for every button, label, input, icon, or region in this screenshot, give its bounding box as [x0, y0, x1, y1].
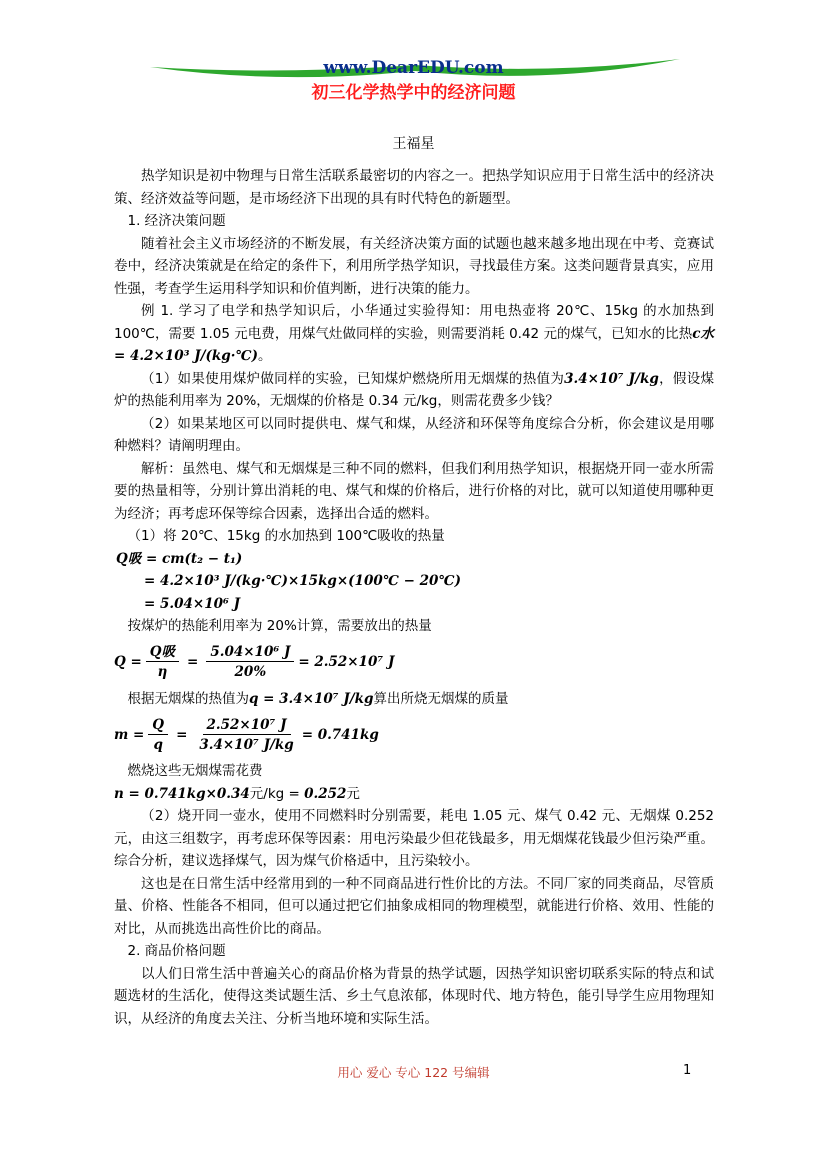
equation3-den2: 3.4×10⁷ J/kg [199, 736, 294, 753]
equation4-lhs: n = 0.741kg×0.34 [114, 785, 250, 802]
example1-text: 例 1. 学习了电学和热学知识后，小华通过实验得知：用电热壶将 20℃、15kg 的水加热到 100℃，需要 1.05 元电费，用煤气灶做同样的实验，则需要消耗 0.42 元的煤气，已知水的比热 [114, 303, 714, 342]
example1-paragraph [114, 300, 714, 368]
equation3-rhs: = 0.741kg [301, 726, 379, 743]
equation2-fraction2 [206, 643, 294, 682]
intro-paragraph: 热学知识是初中物理与日常生活联系最密切的内容之一。把热学知识应用于日常生活中的经济决策、经济效益等问题，是市场经济下出现的具有时代特色的新题型。 [114, 168, 714, 207]
section2-paragraph: 以人们日常生活中普遍关心的商品价格为背景的热学试题，因热学知识密切联系实际的特点和试题选材的生活化，使得这类试题生活、乡土气息浓郁，体现时代、地方特色，能引导学生应用物理知识，从经济的角度去关注、分析当地环境和实际生活。 [114, 965, 714, 1027]
equation2-den1: η [157, 664, 168, 680]
section-heading-2: 2. 商品价格问题 [127, 943, 226, 959]
step3-text-a: 根据无烟煤的热值为 [127, 690, 249, 707]
equation4-result: 0.252 [304, 785, 347, 802]
question1-paragraph [114, 368, 714, 413]
question1-text-a: （1）如果使用煤炉做同样的实验，已知煤炉燃烧所用无烟煤的热值为 [141, 370, 565, 387]
equation4-unit: 元/kg = [249, 785, 305, 802]
step3-text-b: 算出所烧无烟煤的质量 [373, 690, 509, 707]
step3-formula: q = 3.4×10⁷ J/kg [249, 690, 374, 707]
equation2-fraction1 [146, 643, 179, 682]
specific-heat-formula: c水 = 4.2×10³ J/(kg·℃) [114, 325, 714, 364]
section-heading-1: 1. 经济决策问题 [127, 213, 226, 229]
equation2-rhs: = 2.52×10⁷ J [298, 654, 395, 671]
site-url[interactable]: www.DearEDU.com [323, 58, 504, 78]
equation2-den2: 20% [234, 664, 267, 680]
equation3-fraction2 [195, 716, 297, 755]
footer-text: 用心 爱心 专心 122 号编辑 [337, 1065, 490, 1080]
equation4 [114, 783, 714, 806]
step1-text: （1）将 20℃、15kg 的水加热到 100℃吸收的热量 [127, 528, 445, 544]
part2-paragraph: （2）烧开同一壶水，使用不同燃料时分别需要，耗电 1.05 元、煤气 0.42 元、无烟煤 0.252 元，由这三组数字，再考虑环保等因素：用电污染最少但花钱最多，用无烟煤花钱最少但污染严重。综合分析，建议选择煤气，因为煤气价格适中，且污染较小。 [114, 808, 714, 869]
question2-paragraph: （2）如果某地区可以同时提供电、煤气和煤，从经济和环保等角度综合分析，你会建议是用哪种燃料？请阐明理由。 [114, 415, 714, 454]
equation3-den1: q [153, 736, 163, 753]
step3-paragraph [114, 688, 714, 711]
equation2-lhs: Q = [114, 654, 142, 671]
document-title: 初三化学热学中的经济问题 [311, 83, 516, 103]
equation3-fraction1 [148, 716, 168, 755]
equation2: Q = $\frac{\text{Q吸}}{\eta}$ = $\frac{\text{5.04×10⁶ J}}{20\%}$ = 2.52×10⁷ J [114, 644, 395, 680]
equation3-lhs: m = [114, 726, 145, 743]
author-name: 王福星 [392, 136, 435, 152]
article-body [114, 165, 714, 1030]
step4-text: 燃烧这些无烟煤需花费 [127, 763, 263, 779]
heat-value-formula: 3.4×10⁷ J/kg [564, 370, 659, 387]
analysis-paragraph: 解析：虽然电、煤气和无烟煤是三种不同的燃料，但我们利用热学知识，根据烧开同一壶水所需要的热量相等，分别计算出消耗的电、煤气和煤的价格后，进行价格的对比，就可以知道使用哪种更为经济；再考虑环保等综合因素，选择出合适的燃料。 [114, 460, 714, 522]
equation1-line2: = 4.2×10³ J/(kg·℃)×15kg×(100℃ − 20℃) [144, 573, 461, 589]
step2-text: 按煤炉的热能利用率为 20%计算，需要放出的热量 [127, 618, 432, 634]
equation1-line3: = 5.04×10⁶ J [144, 595, 240, 612]
section1-paragraph: 随着社会主义市场经济的不断发展，有关经济决策方面的试题也越来越多地出现在中考、竞赛试卷中，经济决策就是在给定的条件下，利用所学热学知识，寻找最佳方案。这类问题背景真实，应用性强，考查学生运用科学知识和价值判断，进行决策的能力。 [114, 235, 714, 297]
equation2-num1: Q吸 [146, 643, 179, 662]
question1-text-b: ，假设煤炉的热能利用率为 20%，无烟煤的价格是 0.34 元/kg，则需花费多少钱？ [114, 370, 715, 409]
page-number: 1 [683, 1063, 692, 1078]
equation2-num2: 5.04×10⁶ J [206, 643, 294, 662]
equation3: m = $\frac{Q}{q}$ = $\frac{\text{2.52×10⁷ J}}{\text{3.4×10⁷ J/kg}}$ = 0.741kg [114, 716, 379, 753]
equation1-line1: Q吸 = cm(t₂ − t₁) [116, 550, 243, 567]
equation3-num2: 2.52×10⁷ J [203, 716, 291, 735]
summary-paragraph: 这也是在日常生活中经常用到的一种不同商品进行性价比的方法。不同厂家的同类商品，尽管质量、价格、性能各不相同，但可以通过把它们抽象成相同的物理模型，就能进行价格、效用、性能的对比，从而挑选出高性价比的商品。 [114, 875, 714, 937]
example1-end: 。 [257, 348, 272, 364]
equation4-end: 元 [346, 785, 360, 802]
equation3-num1: Q [148, 716, 168, 735]
